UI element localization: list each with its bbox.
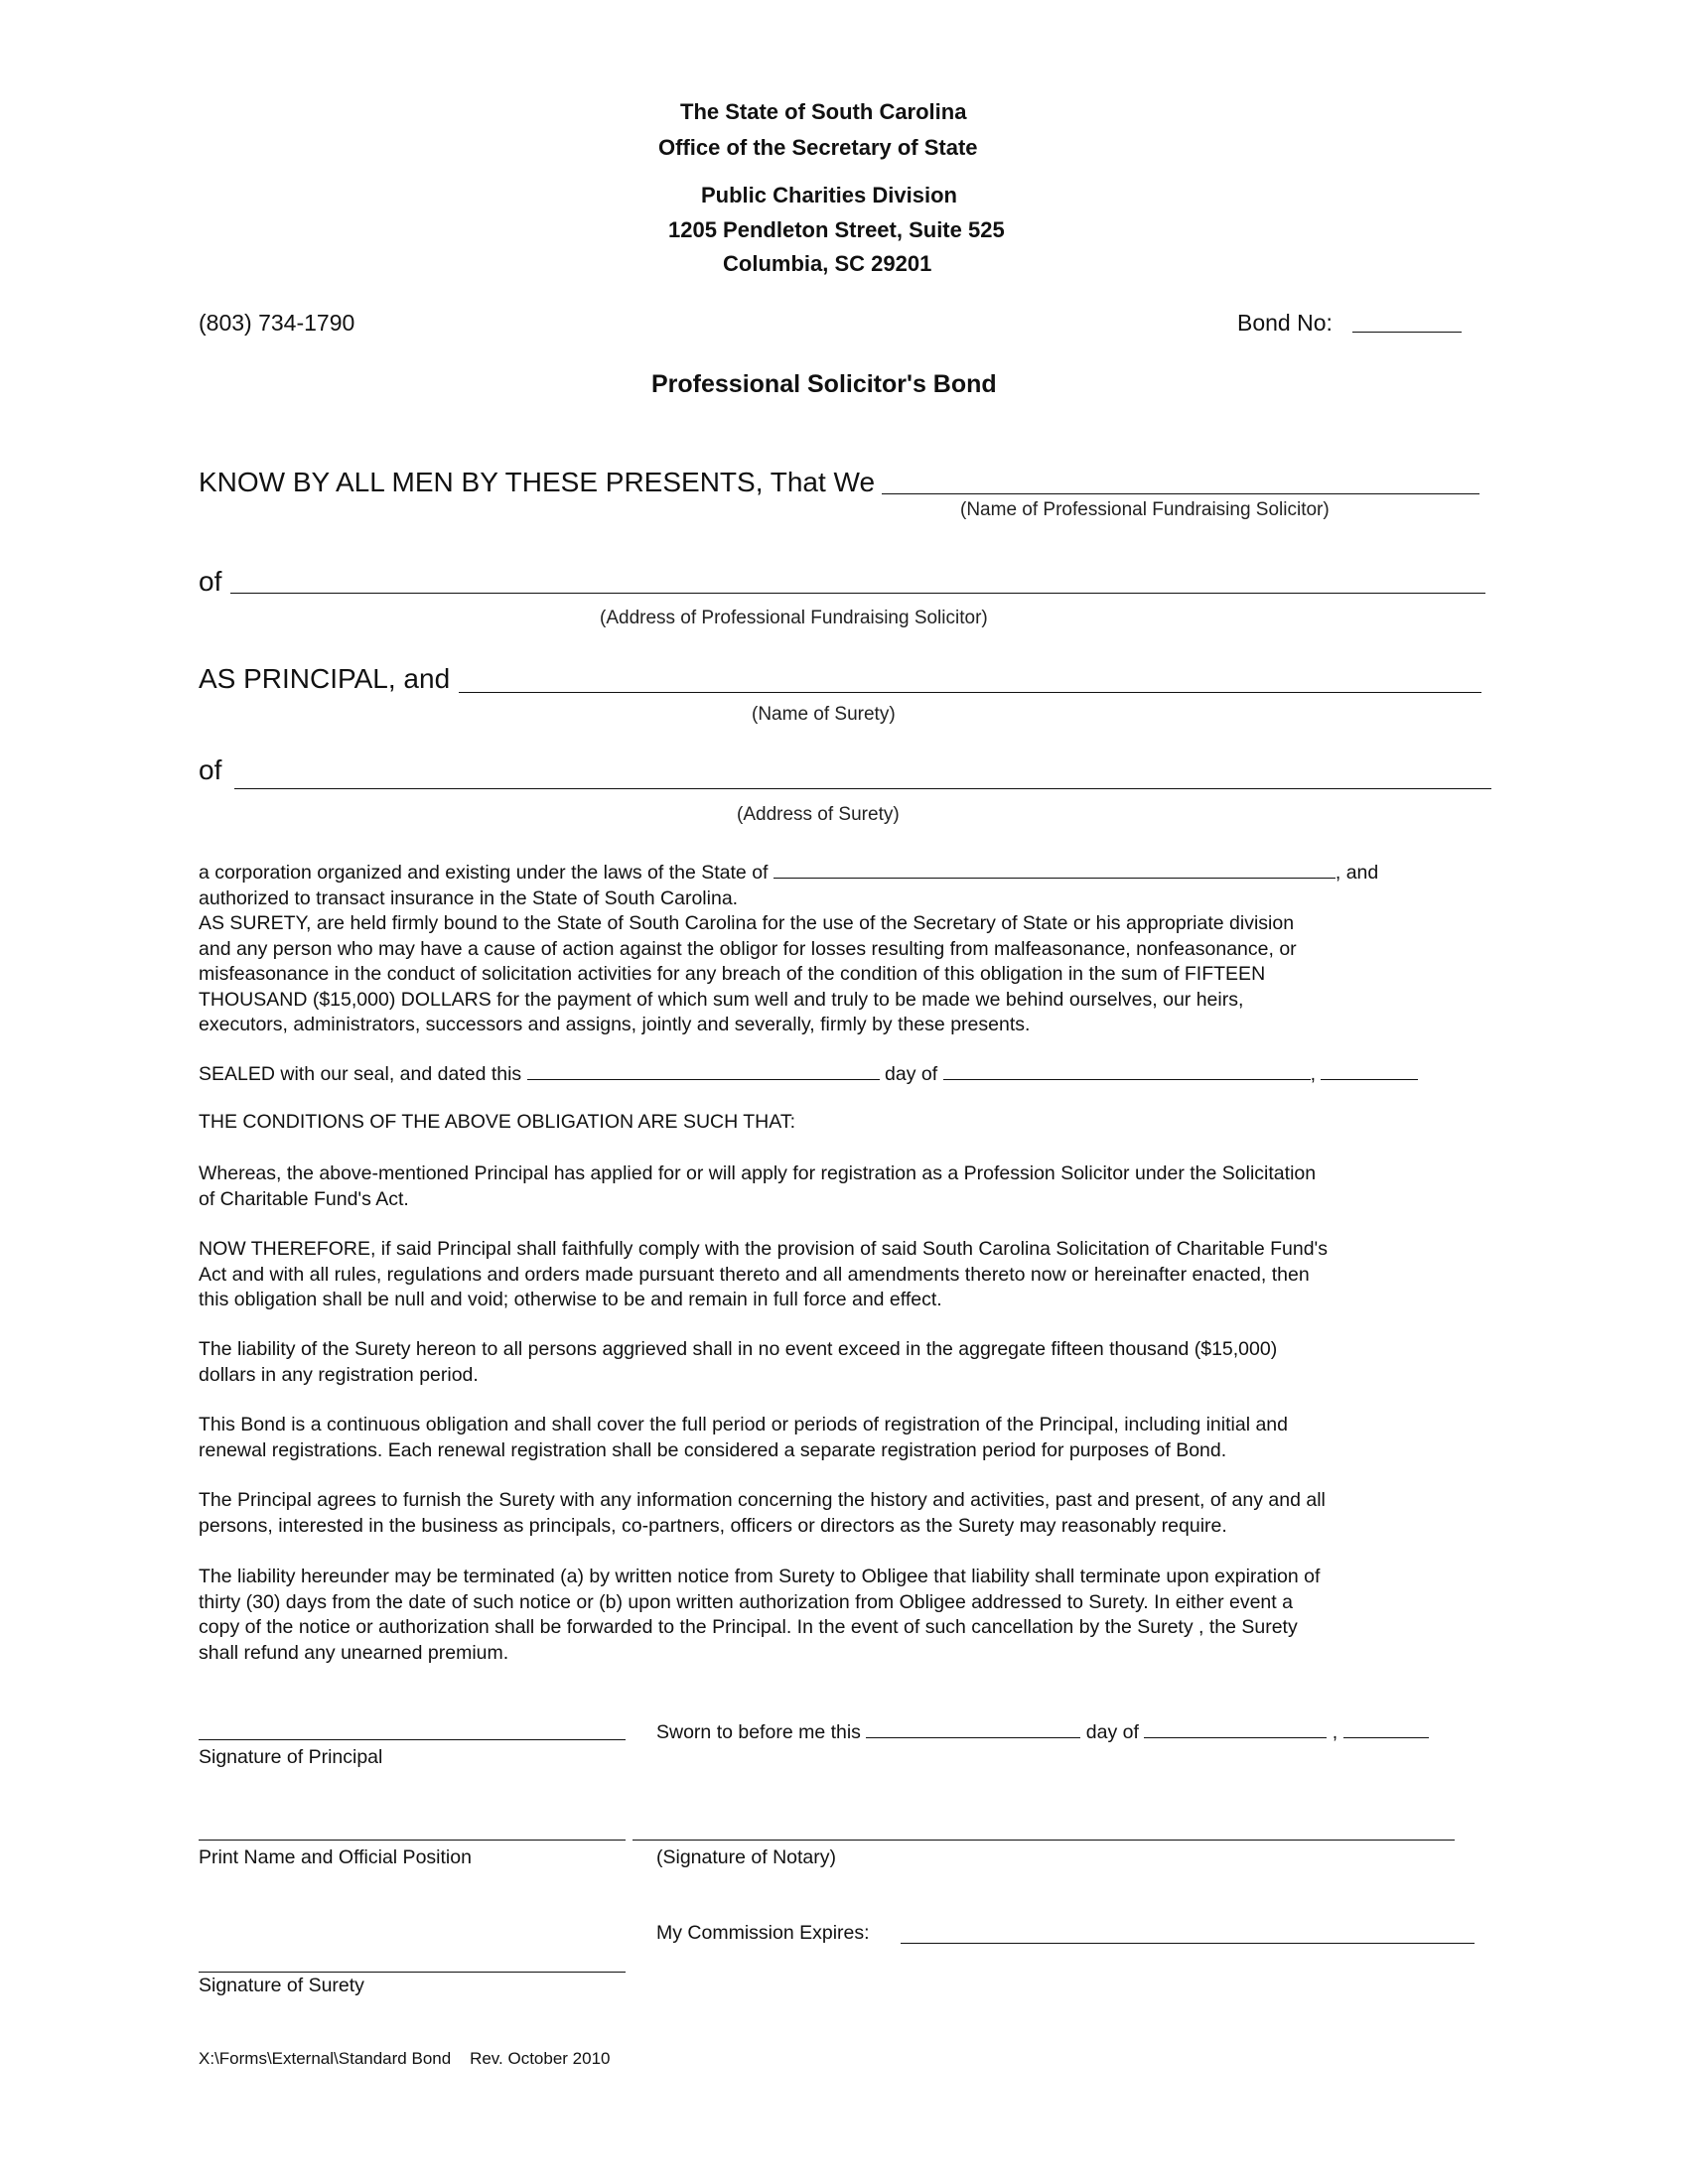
surety-address-caption: (Address of Surety) bbox=[737, 804, 900, 825]
commission-expires-field[interactable] bbox=[901, 1943, 1475, 1944]
principal-signature-caption: Signature of Principal bbox=[199, 1746, 383, 1768]
header-city: Columbia, SC 29201 bbox=[723, 251, 932, 276]
document-title: Professional Solicitor's Bond bbox=[651, 370, 997, 398]
header-office: Office of the Secretary of State bbox=[658, 135, 978, 160]
termination-line-2: thirty (30) days from the date of such notice or (b) upon written authorization from Obligee addressed to Surety. In either event a bbox=[199, 1590, 1293, 1613]
liability-line-1: The liability of the Surety hereon to all persons aggrieved shall in no event exceed in the aggregate fifteen thousand ($15,000) bbox=[199, 1338, 1278, 1360]
sealed-date-field[interactable] bbox=[527, 1061, 880, 1080]
termination-line-3: copy of the notice or authorization shall be forwarded to the Principal. In the event of such cancellation by the Surety , the Surety bbox=[199, 1616, 1298, 1638]
whereas-paragraph bbox=[199, 1161, 1489, 1212]
bond-no-field[interactable] bbox=[1352, 332, 1462, 333]
sworn-year-field[interactable] bbox=[1343, 1719, 1429, 1738]
sealed-year-field[interactable] bbox=[1321, 1061, 1418, 1080]
solicitor-address-field[interactable] bbox=[230, 593, 1485, 594]
sworn-comma: , bbox=[1332, 1721, 1338, 1743]
header-street: 1205 Pendleton Street, Suite 525 bbox=[668, 217, 1005, 242]
conditions-heading: THE CONDITIONS OF THE ABOVE OBLIGATION ARE SUCH THAT: bbox=[199, 1111, 795, 1133]
now-line-3: this obligation shall be null and void; otherwise to be and remain in full force and effect. bbox=[199, 1289, 942, 1310]
sworn-day-label: day of bbox=[1085, 1721, 1139, 1743]
surety-line-2: and any person who may have a cause of action against the obligor for losses resulting from malfeasonance, nonfeasonance, or bbox=[199, 937, 1297, 960]
liability-paragraph bbox=[199, 1337, 1489, 1388]
corp-suffix: , and bbox=[1335, 862, 1379, 884]
furnish-paragraph bbox=[199, 1488, 1489, 1539]
whereas-line-2: of Charitable Fund's Act. bbox=[199, 1187, 409, 1210]
surety-line-1: AS SURETY, are held firmly bound to the State of South Carolina for the use of the Secretary of State or his appropriate division bbox=[199, 912, 1295, 934]
now-therefore-paragraph bbox=[199, 1237, 1489, 1313]
now-line-2: Act and with all rules, regulations and orders made pursuant thereto and all amendments thereto now or hereinafter enacted, then bbox=[199, 1263, 1310, 1286]
sealed-month-field[interactable] bbox=[943, 1061, 1311, 1080]
continuous-paragraph bbox=[199, 1413, 1489, 1463]
print-name-field[interactable] bbox=[199, 1840, 626, 1841]
continuous-line-2: renewal registrations. Each renewal registration shall be considered a separate registration period for purposes of Bond. bbox=[199, 1438, 1227, 1461]
sworn-month-field[interactable] bbox=[1144, 1719, 1327, 1738]
sealed-day-label: day of bbox=[885, 1063, 938, 1085]
now-line-1: NOW THEREFORE, if said Principal shall faithfully comply with the provision of said South Carolina Solicitation of Charitable Fund's bbox=[199, 1238, 1329, 1260]
whereas-line-1: Whereas, the above-mentioned Principal has applied for or will apply for registration as a Profession Solicitor under the Solicitation bbox=[199, 1162, 1317, 1184]
of-label-1: of bbox=[199, 566, 222, 597]
surety-name-field[interactable] bbox=[459, 692, 1481, 693]
surety-line-3: misfeasonance in the conduct of solicitation activities for any breach of the condition of this obligation in the sum of FIFTEEN bbox=[199, 963, 1266, 985]
surety-address-field[interactable] bbox=[234, 788, 1491, 789]
furnish-line-2: persons, interested in the business as principals, co-partners, officers or directors as the Surety may reasonably require. bbox=[199, 1514, 1227, 1537]
state-of-incorporation-field[interactable] bbox=[774, 860, 1336, 879]
liability-line-2: dollars in any registration period. bbox=[199, 1363, 479, 1386]
sworn-prefix: Sworn to before me this bbox=[656, 1721, 861, 1743]
surety-signature-caption: Signature of Surety bbox=[199, 1975, 364, 1996]
print-name-caption: Print Name and Official Position bbox=[199, 1846, 472, 1868]
bond-no-label: Bond No: bbox=[1237, 310, 1333, 336]
solicitor-address-caption: (Address of Professional Fundraising Solicitor) bbox=[600, 608, 988, 628]
termination-line-1: The liability hereunder may be terminated (a) by written notice from Surety to Obligee that liability shall terminate upon expiration of bbox=[199, 1566, 1321, 1587]
header-state: The State of South Carolina bbox=[680, 99, 967, 124]
sworn-line bbox=[656, 1719, 1429, 1744]
footer-path: X:\Forms\External\Standard Bond Rev. October 2010 bbox=[199, 2049, 611, 2068]
corp-line-1 bbox=[199, 860, 1489, 887]
sealed-prefix: SEALED with our seal, and dated this bbox=[199, 1063, 522, 1085]
termination-paragraph bbox=[199, 1565, 1489, 1666]
sworn-date-field[interactable] bbox=[866, 1719, 1080, 1738]
surety-paragraph bbox=[199, 860, 1489, 1038]
commission-label: My Commission Expires: bbox=[656, 1922, 870, 1944]
know-label: KNOW BY ALL MEN BY THESE PRESENTS, That We bbox=[199, 467, 876, 497]
principal-label: AS PRINCIPAL, and bbox=[199, 663, 451, 694]
principal-signature-field[interactable] bbox=[199, 1739, 626, 1740]
surety-line-5: executors, administrators, successors and assigns, jointly and severally, firmly by these presents. bbox=[199, 1014, 1031, 1035]
surety-line-4: THOUSAND ($15,000) DOLLARS for the payment of which sum well and truly to be made we behind ourselves, our heirs, bbox=[199, 988, 1244, 1011]
solicitor-name-caption: (Name of Professional Fundraising Solicitor) bbox=[960, 499, 1330, 520]
header-division: Public Charities Division bbox=[701, 183, 957, 207]
solicitor-name-field[interactable] bbox=[882, 493, 1479, 494]
of-label-2: of bbox=[199, 754, 222, 785]
corp-line-2: authorized to transact insurance in the State of South Carolina. bbox=[199, 887, 739, 909]
furnish-line-1: The Principal agrees to furnish the Surety with any information concerning the history and activities, past and present, of any and all bbox=[199, 1489, 1326, 1511]
termination-line-4: shall refund any unearned premium. bbox=[199, 1641, 509, 1664]
phone-number: (803) 734-1790 bbox=[199, 310, 355, 336]
sealed-line bbox=[199, 1061, 1418, 1086]
continuous-line-1: This Bond is a continuous obligation and shall cover the full period or periods of registration of the Principal, including initial and bbox=[199, 1414, 1288, 1435]
sealed-comma: , bbox=[1310, 1063, 1316, 1085]
notary-signature-field[interactable] bbox=[633, 1840, 1455, 1841]
surety-signature-field[interactable] bbox=[199, 1972, 626, 1973]
corp-prefix: a corporation organized and existing under the laws of the State of bbox=[199, 862, 769, 884]
notary-signature-caption: (Signature of Notary) bbox=[656, 1846, 836, 1868]
surety-name-caption: (Name of Surety) bbox=[752, 704, 896, 725]
